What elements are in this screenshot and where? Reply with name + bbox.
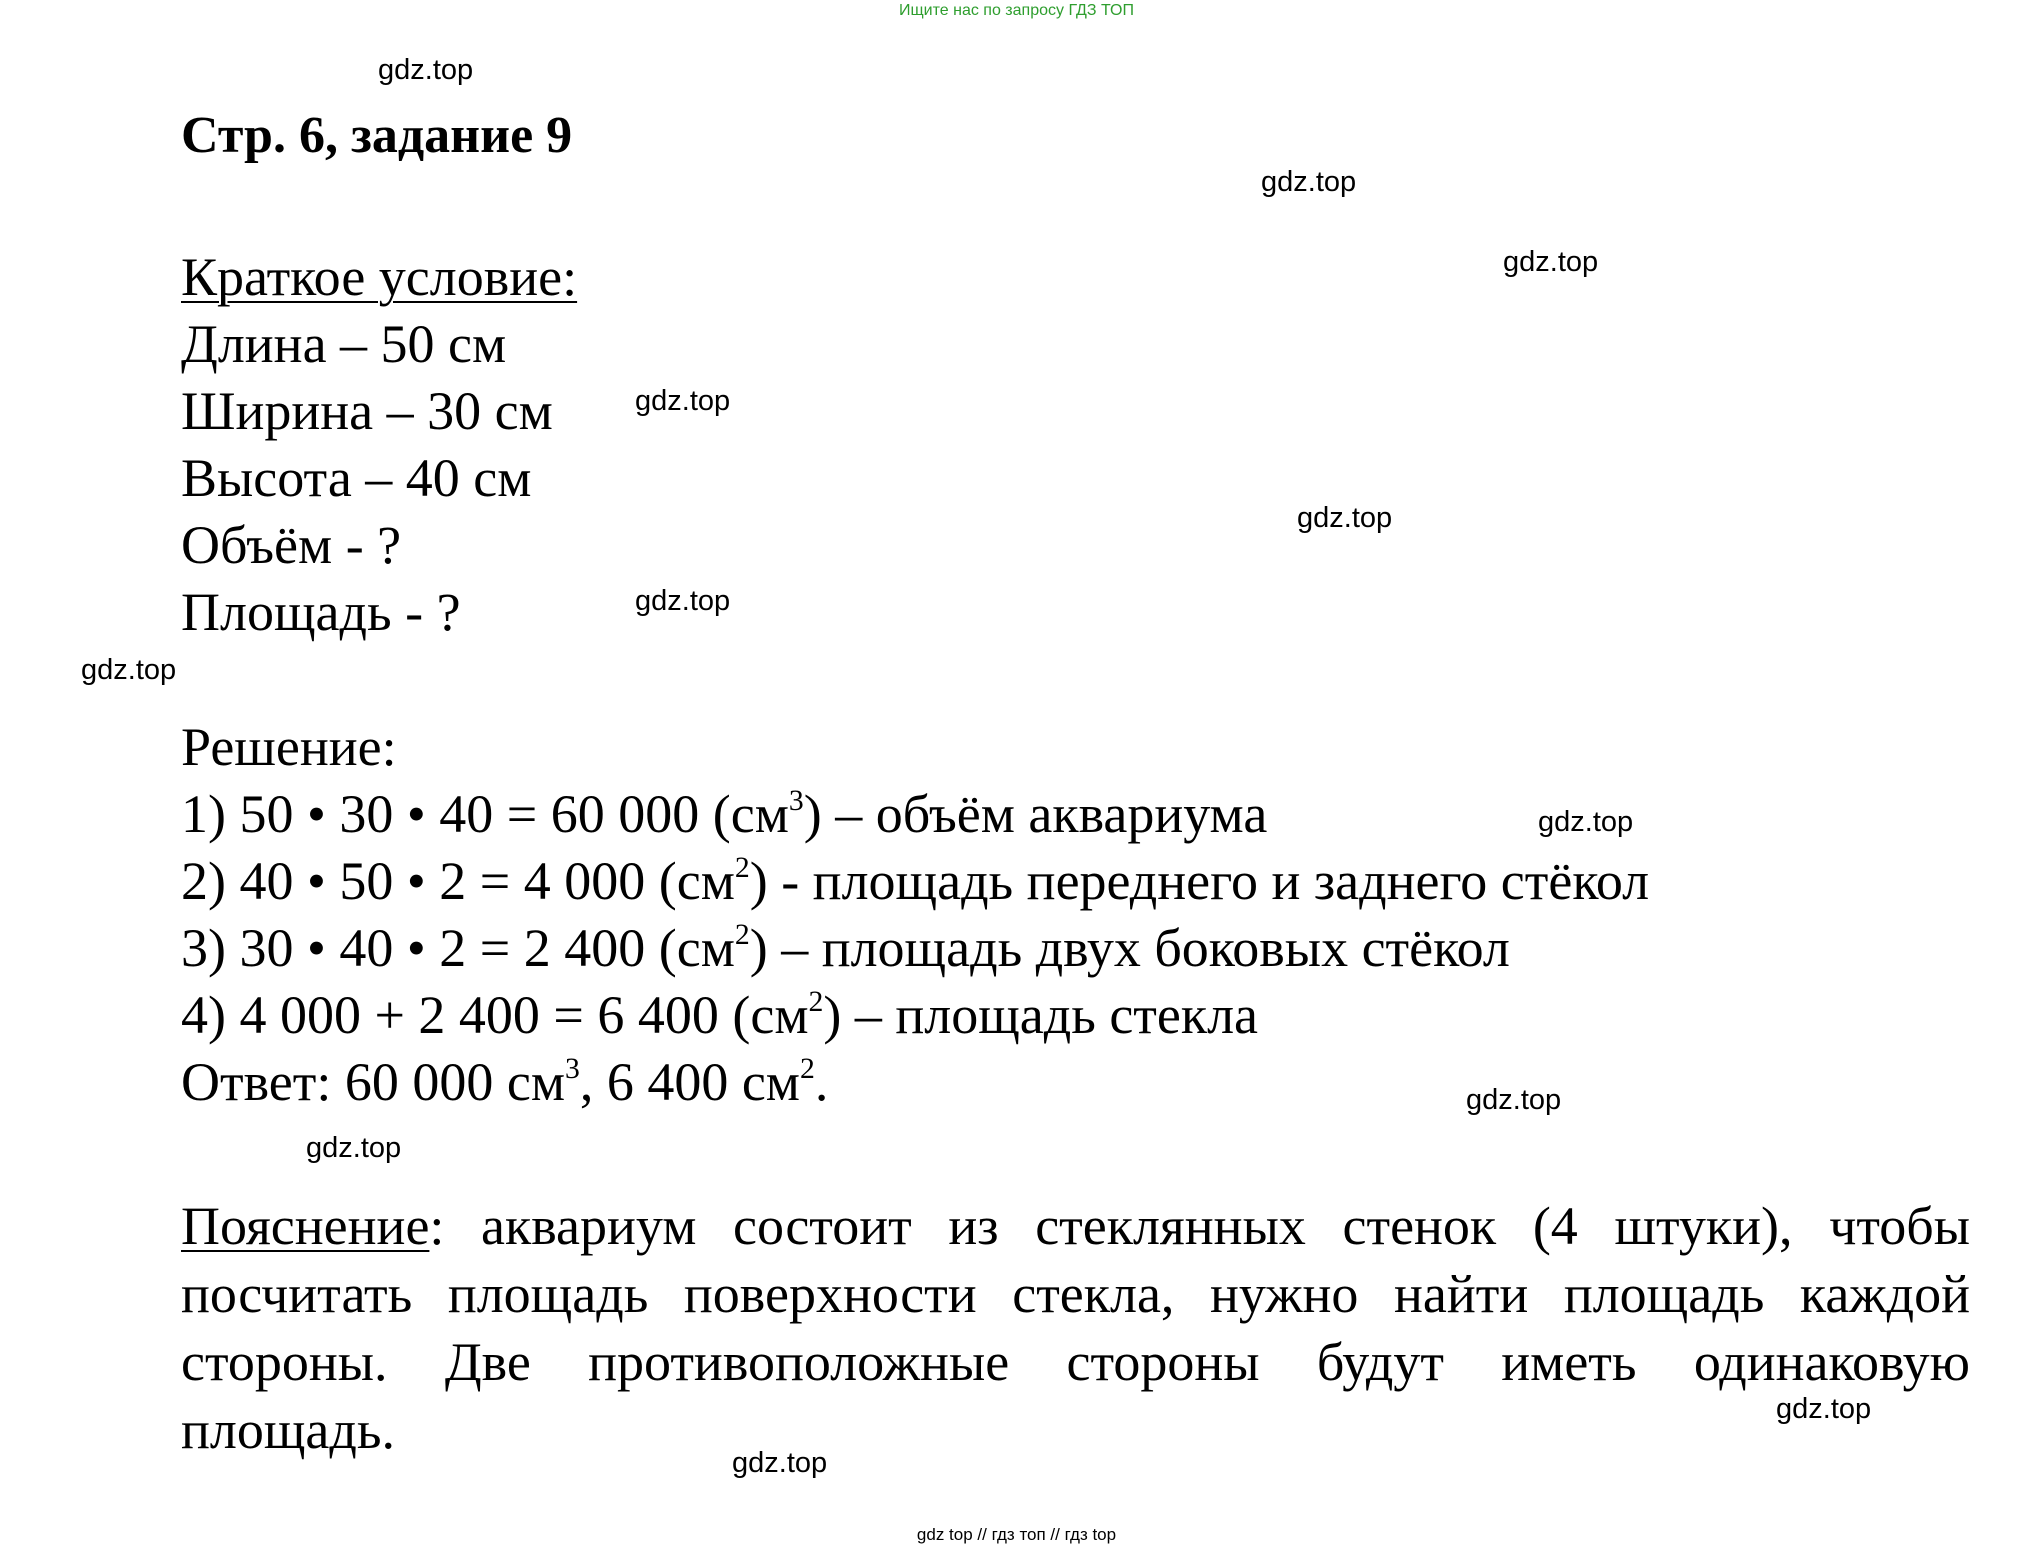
explanation-line-4: площадь. (181, 1400, 395, 1460)
explanation-line-1: Пояснение: аквариум состоит из стеклянных стенок (4 штуки), чтобы (181, 1196, 1970, 1256)
watermark: gdz.top (1538, 806, 1634, 838)
solution-step-3: 3) 30 • 40 • 2 = 2 400 $(см^2)$ – площадь двух боковых стёкол (181, 918, 1510, 978)
top-banner[interactable]: Ищите нас по запросу ГДЗ ТОП (899, 2, 1134, 19)
condition-volume: Объём - ? (181, 515, 402, 575)
solution-step-4: 4) 4 000 + 2 400 = 6 400 $(см^2)$ – площадь стекла (181, 985, 1259, 1045)
watermark: gdz.top (1466, 1084, 1562, 1116)
condition-width: Ширина – 30 см (181, 381, 553, 441)
watermark: gdz.top (1776, 1393, 1872, 1425)
explanation-line-3: стороны. Две противоположные стороны будут иметь одинаковую (181, 1332, 1970, 1392)
watermark: gdz.top (81, 654, 177, 686)
condition-height: Высота – 40 см (181, 448, 532, 508)
solution-step-1: 1) 50 • 30 • 40 = 60 000 $(см^3)$ – объём аквариума (181, 784, 1268, 844)
watermark: gdz.top (306, 1132, 402, 1164)
footer-links[interactable]: gdz top // гдз топ // гдз top (916, 1525, 1117, 1544)
page-title: Стр. 6, задание 9 (181, 107, 573, 164)
answer: Ответ: 60 000 $см^3$, 6 400 $см^2$. (181, 1052, 829, 1112)
explanation-paragraph (181, 1192, 1970, 1464)
watermark: gdz.top (732, 1447, 828, 1479)
watermark: gdz.top (1297, 502, 1393, 534)
condition-length: Длина – 50 см (181, 314, 507, 374)
solution-step-2: 2) 40 • 50 • 2 = 4 000 $(см^2)$ - площадь переднего и заднего стёкол (181, 851, 1650, 911)
watermark: gdz.top (635, 585, 731, 617)
solution-heading: Решение: (181, 717, 397, 777)
explanation-line-2: посчитать площадь поверхности стекла, нужно найти площадь каждой (181, 1264, 1970, 1324)
explanation-label: Пояснение (181, 1196, 430, 1256)
watermark: gdz.top (1503, 246, 1599, 278)
watermark: gdz.top (635, 385, 731, 417)
condition-area: Площадь - ? (181, 582, 461, 642)
watermark: gdz.top (1261, 166, 1357, 198)
condition-heading: Краткое условие: (181, 247, 578, 307)
watermark: gdz.top (378, 54, 474, 86)
